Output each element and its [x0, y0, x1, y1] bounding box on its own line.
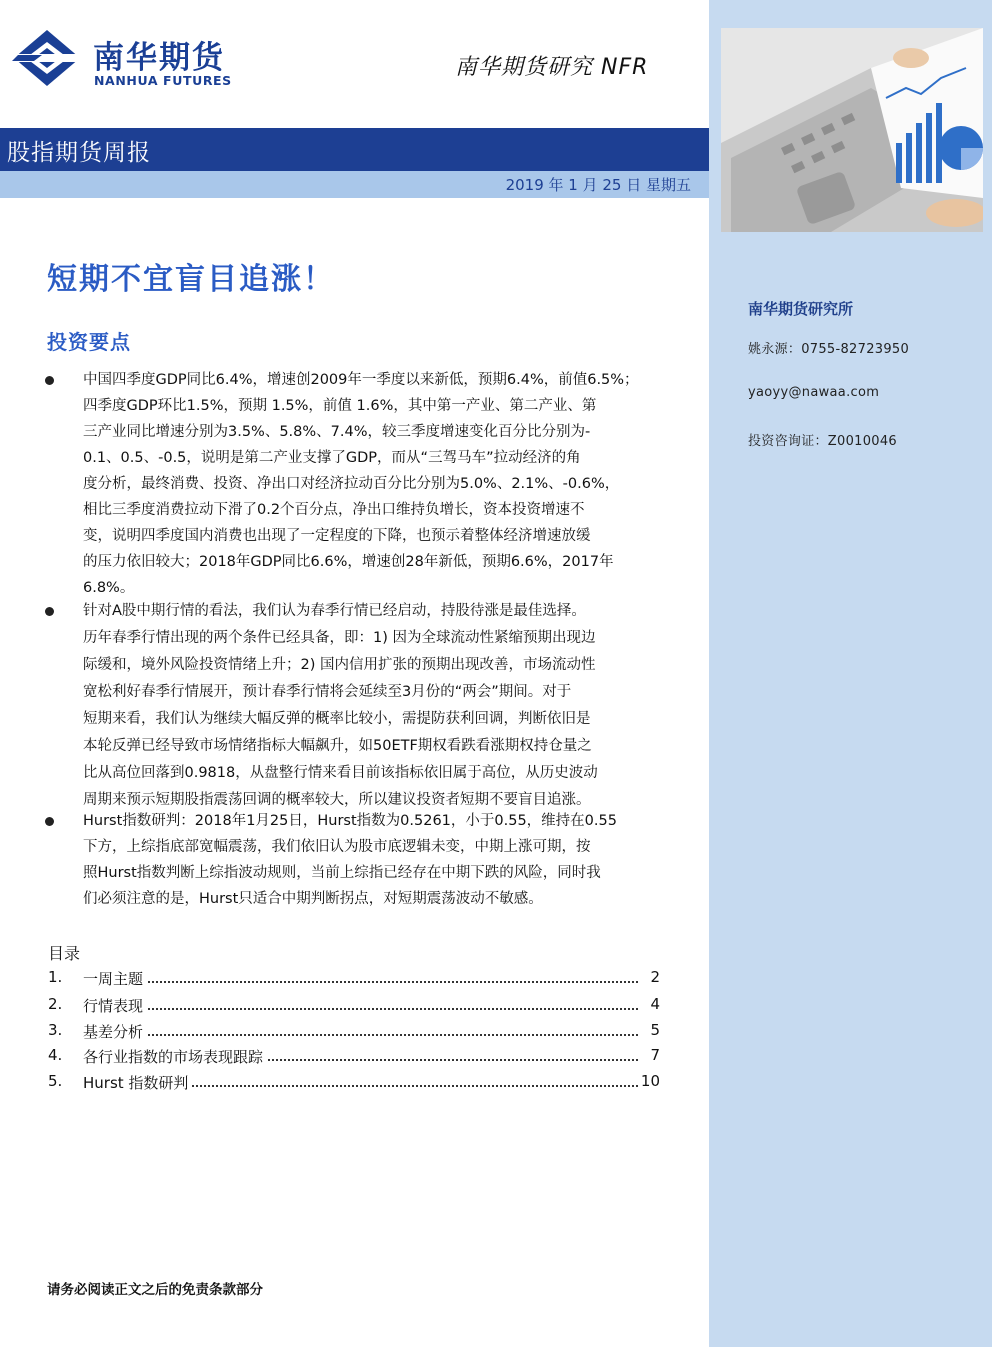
- toc-item-number: 5.: [48, 1072, 63, 1090]
- toc-item-number: 3.: [48, 1021, 63, 1039]
- report-title: 短期不宜盲目追涨！: [47, 262, 335, 297]
- toc-item-page: 2: [650, 968, 660, 986]
- bullet-line: 周期来预示短期股指震荡回调的概率较大，所以建议投资者短期不要盲目追涨。: [83, 792, 591, 808]
- report-type: 股指期货周报: [7, 140, 151, 166]
- bullet-line: 比从高位回落到0.9818，从盘整行情来看目前该指标依旧属于高位，从历史波动: [83, 765, 598, 781]
- toc-heading: 目录: [48, 944, 81, 963]
- nanhua-logo-icon: [12, 28, 82, 88]
- toc-item[interactable]: [48, 995, 660, 1015]
- analyst-email[interactable]: yaoyy@nawaa.com: [748, 385, 880, 400]
- sidebar: [709, 0, 992, 1347]
- toc-item-label: 行情表现: [83, 995, 147, 1016]
- bullet-line: 0.1、0.5、-0.5，说明是第二产业支撑了GDP，而从“三驾马车”拉动经济的角: [83, 450, 581, 466]
- toc-item[interactable]: [48, 968, 660, 988]
- toc-item-number: 4.: [48, 1046, 63, 1064]
- bullet-line: 相比三季度消费拉动下滑了0.2个百分点，净出口维持负增长，资本投资增速不: [83, 502, 585, 518]
- bullet-line: 际缓和，境外风险投资情绪上升；2) 国内信用扩张的预期出现改善，市场流动性: [83, 657, 596, 673]
- report-date: 2019 年 1 月 25 日 星期五: [505, 176, 691, 194]
- bullet-dot: [45, 376, 54, 385]
- bullet-line: 变，说明四季度国内消费也出现了一定程度的下降，也预示着整体经济增速放缓: [83, 528, 591, 544]
- bullet-line: 6.8%。: [83, 580, 135, 596]
- bullet-line: 照Hurst指数判断上综指波动规则，当前上综指已经存在中期下跌的风险，同时我: [83, 865, 601, 881]
- hero-image: [721, 28, 983, 232]
- toc-item-page: 4: [650, 995, 660, 1013]
- section-heading: 投资要点: [47, 330, 131, 354]
- laptop-chart-illustration: [721, 28, 983, 232]
- disclaimer-footer: 请务必阅读正文之后的免责条款部分: [47, 1282, 263, 1298]
- toc-item-label: 各行业指数的市场表现跟踪: [83, 1046, 267, 1067]
- research-series-title: 南华期货研究 NFR: [455, 55, 649, 80]
- bullet-line: 中国四季度GDP同比6.4%，增速创2009年一季度以来新低，预期6.4%，前值6.5%；: [83, 372, 639, 388]
- bullet-line: 宽松利好春季行情展开，预计春季行情将会延续至3月份的“两会”期间。对于: [83, 684, 572, 700]
- bullet-line: 的压力依旧较大；2018年GDP同比6.6%，增速创28年新低，预期6.6%，2017年: [83, 554, 614, 570]
- bullet-line: 短期来看，我们认为继续大幅反弹的概率比较小，需提防获利回调，判断依旧是: [83, 711, 591, 727]
- toc-leader-dots: [83, 981, 638, 983]
- license-number: 投资咨询证：Z0010046: [748, 434, 898, 449]
- bullet-line: 们必须注意的是，Hurst只适合中期判断拐点，对短期震荡波动不敏感。: [83, 891, 543, 907]
- toc-item-number: 2.: [48, 995, 63, 1013]
- bullet-line: Hurst指数研判：2018年1月25日，Hurst指数为0.5261，小于0.55，维持在0.55: [83, 813, 617, 829]
- bullet-line: 下方，上综指底部宽幅震荡，我们依旧认为股市底逻辑未变，中期上涨可期，按: [83, 839, 591, 855]
- toc-item-label: 一周主题: [83, 968, 147, 989]
- toc-leader-dots: [83, 1034, 638, 1036]
- bullet-dot: [45, 607, 54, 616]
- toc-item-label: 基差分析: [83, 1021, 147, 1042]
- toc-item-label: Hurst 指数研判: [83, 1072, 192, 1093]
- bullet-line: 三产业同比增速分别为3.5%、5.8%、7.4%，较三季度增速变化百分比分别为-: [83, 424, 591, 440]
- toc-item-page: 7: [650, 1046, 660, 1064]
- toc-item[interactable]: [48, 1072, 660, 1092]
- analyst-contact: 姚永源：0755-82723950: [748, 342, 910, 357]
- toc-item-page: 10: [640, 1072, 660, 1090]
- bullet-line: 四季度GDP环比1.5%，预期 1.5%，前值 1.6%，其中第一产业、第二产业、第: [83, 398, 597, 414]
- brand-name-en: NANHUA FUTURES: [94, 73, 232, 88]
- brand-name-cn: 南华期货: [93, 40, 225, 76]
- bullet-line: 度分析，最终消费、投资、净出口对经济拉动百分比分别为5.0%、2.1%、-0.6%，: [83, 476, 620, 492]
- bullet-line: 针对A股中期行情的看法，我们认为春季行情已经启动，持股待涨是最佳选择。: [83, 603, 586, 619]
- toc-leader-dots: [83, 1008, 638, 1010]
- bullet-line: 历年春季行情出现的两个条件已经具备，即：1) 因为全球流动性紧缩预期出现边: [83, 630, 596, 646]
- bullet-dot: [45, 817, 54, 826]
- toc-item-number: 1.: [48, 968, 63, 986]
- toc-item-page: 5: [650, 1021, 660, 1039]
- bullet-line: 本轮反弹已经导致市场情绪指标大幅飙升，如50ETF期权看跌看涨期权持仓量之: [83, 738, 592, 754]
- toc-item[interactable]: [48, 1021, 660, 1041]
- toc-item[interactable]: [48, 1046, 660, 1066]
- research-institute-name: 南华期货研究所: [748, 300, 854, 318]
